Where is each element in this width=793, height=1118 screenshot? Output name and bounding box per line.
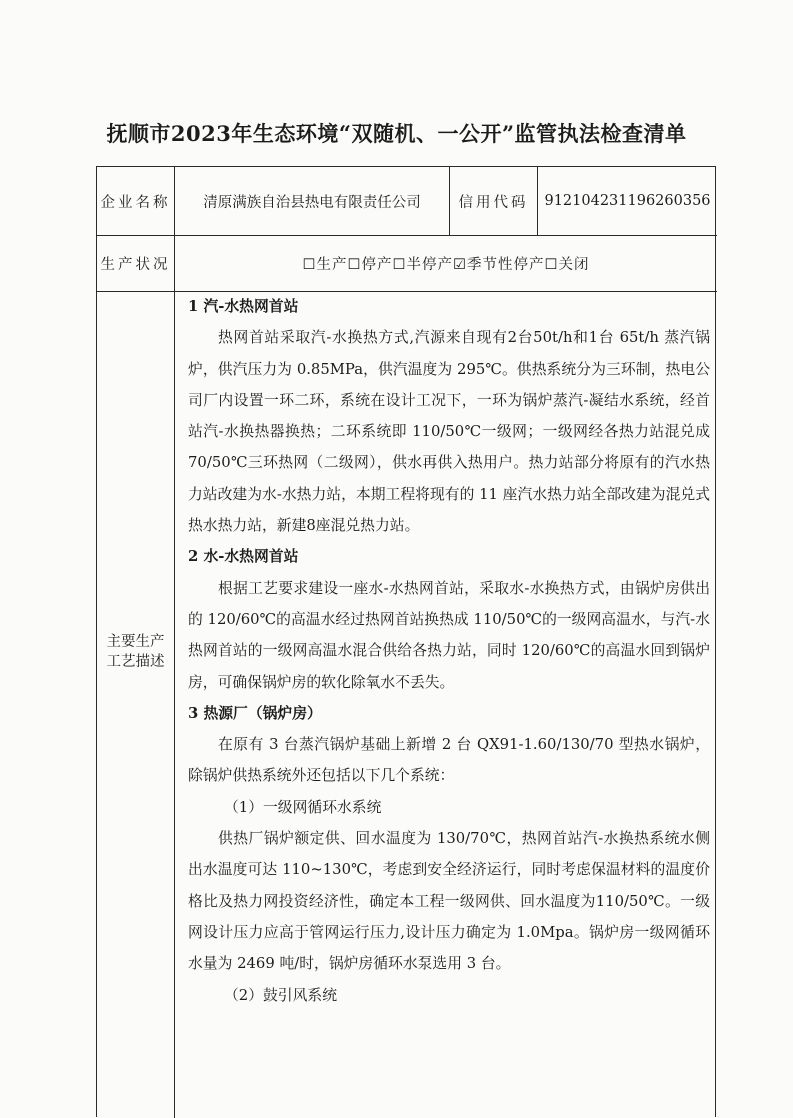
page-title: 抚顺市2023年生态环境“双随机、一公开”监管执法检查清单 bbox=[106, 121, 687, 146]
section-paragraph: 供热厂锅炉额定供、回水温度为 130/70℃，热网首站汽-水换热系统水侧出水温度可达 110~130℃，考虑到安全经济运行，同时考虑保温材料的温度价格比及热力网投资经济性，确定本工程一级网供、回水温度为110/50℃。一级网设计压力应高于管网运行压力,设计压力确定为 1.0Mpa。锅炉房一级网循环水量为 2469 吨/时，锅炉房循环水泵选用 3 台。 bbox=[188, 830, 710, 973]
subsection-heading: （2）鼓引风系统 bbox=[224, 986, 337, 1004]
section-paragraph: 热网首站采取汽-水换热方式,汽源来自现有2台50t/h和1台 65t/h 蒸汽锅炉，供汽压力为 0.85MPa，供汽温度为 295℃。供热系统分为三环制，热电公司厂内设置一环二环，系统在设计工况下，一环为锅炉蒸汽-凝结水系统，经首站汽-水换热器换热；二环系统即 110/50℃一级网；一级网经各热力站混兑成 70/50℃三环热网（二级网），供水再供入热用户。热力站部分将原有的汽水热力站改建为水-水热力站，本期工程将现有的 11 座汽水热力站全部改建为混兑式热水热力站，新建8座混兑热力站。 bbox=[188, 329, 710, 535]
credit-code-value: 912104231196260356 bbox=[544, 193, 711, 209]
process-description-label bbox=[97, 292, 174, 1012]
process-label-line1: 主要生产 bbox=[106, 634, 165, 650]
section-heading: 1 汽-水热网首站 bbox=[188, 298, 299, 315]
company-name-value: 清原满族自治县热电有限责任公司 bbox=[203, 194, 421, 211]
inspection-table bbox=[96, 166, 716, 1117]
process-label-line2: 工艺描述 bbox=[106, 654, 165, 670]
company-name-label: 企业名称 bbox=[100, 194, 171, 211]
credit-code-label: 信用代码 bbox=[458, 194, 529, 211]
production-status-options: ☐生产☐停产☐半停产☑季节性停产☐关闭 bbox=[302, 257, 590, 273]
section-heading: 3 热源厂（锅炉房） bbox=[188, 704, 322, 722]
section-heading: 2 水-水热网首站 bbox=[188, 548, 299, 566]
section-paragraph: 在原有 3 台蒸汽锅炉基础上新增 2 台 QX91-1.60/130/70 型热水锅炉，除锅炉供热系统外还包括以下几个系统： bbox=[188, 736, 710, 785]
subsection-heading: （1）一级网循环水系统 bbox=[224, 798, 382, 816]
column-divider bbox=[174, 167, 175, 1118]
production-status-label: 生产状况 bbox=[100, 257, 171, 273]
section-paragraph: 根据工艺要求建设一座水-水热网首站，采取水-水换热方式，由锅炉房供出的 120/60℃的高温水经过热网首站换热成 110/50℃的一级网高温水，与汽-水热网首站的一级网高温水混合供给各热力站，同时 120/60℃的高温水回到锅炉房，可确保锅炉房的软化除氧水不丢失。 bbox=[188, 579, 710, 691]
process-description-content bbox=[180, 291, 710, 1011]
